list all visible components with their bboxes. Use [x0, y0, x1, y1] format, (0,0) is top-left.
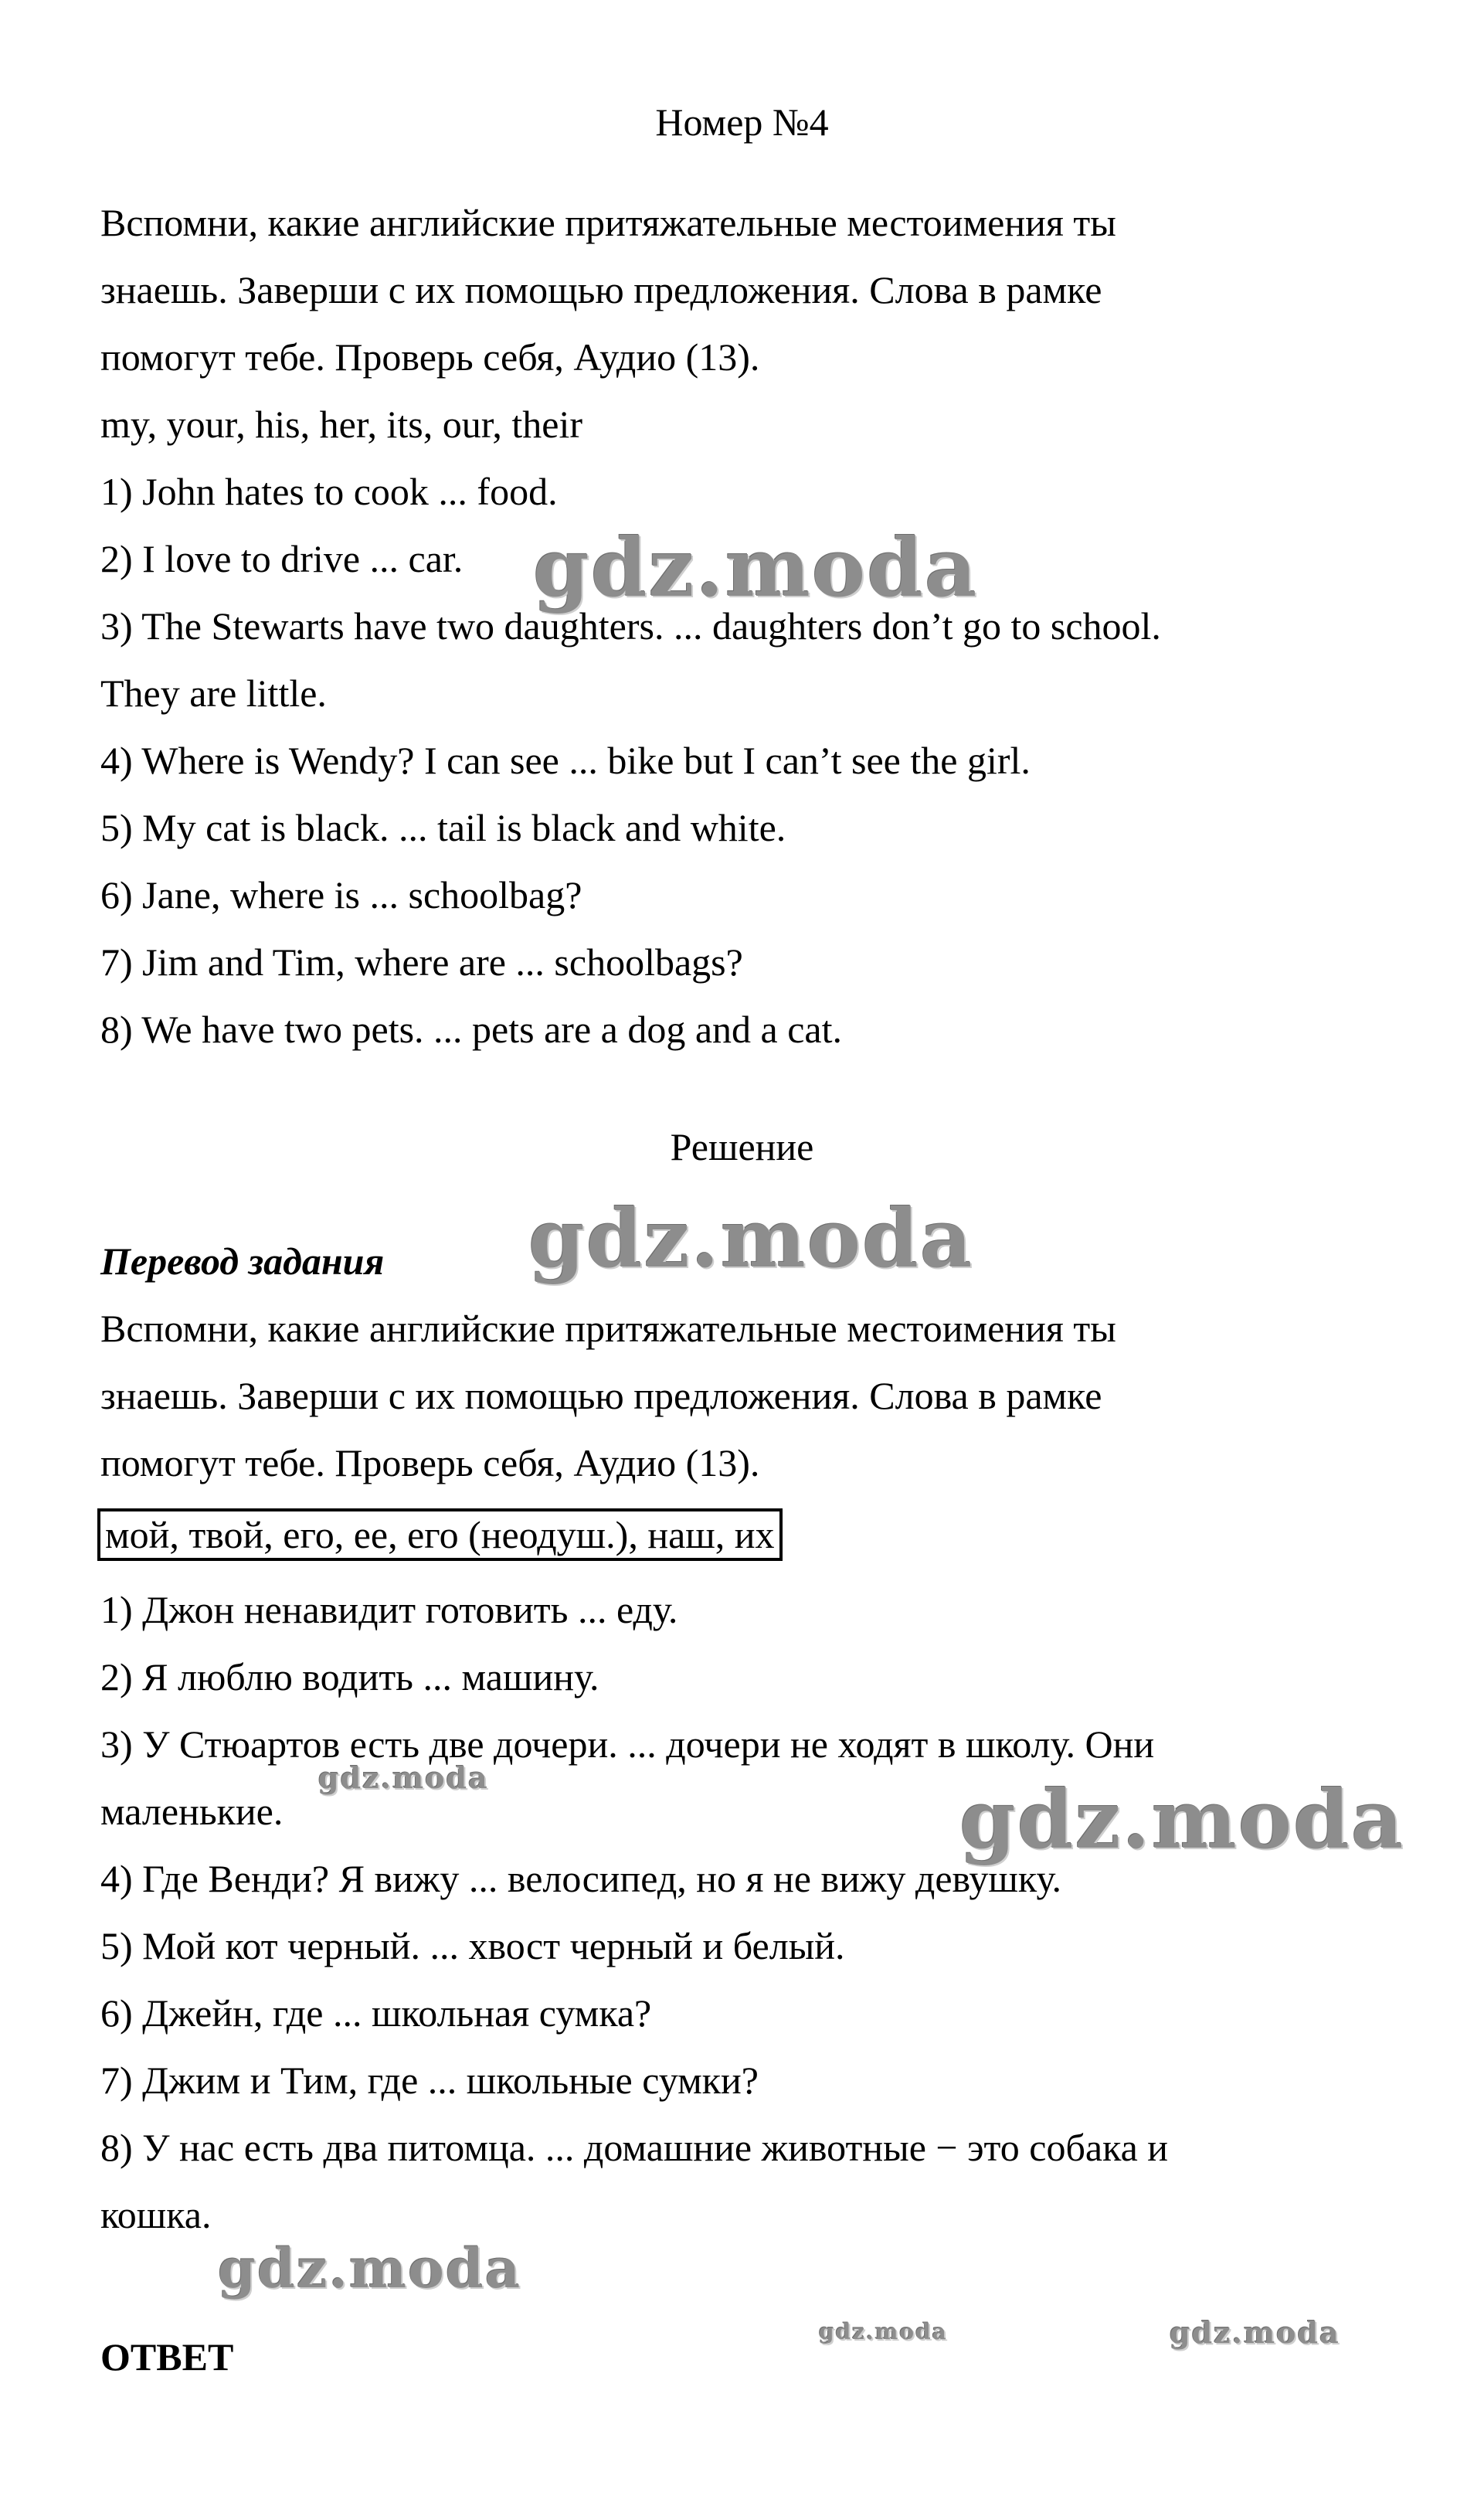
task-sentence-3: 3) The Stewarts have two daughters. ... daughters don’t go to school. — [100, 604, 1161, 648]
task-instruction-line-3: помогут тебе. Проверь себя, Аудио (13). — [100, 335, 760, 379]
task-sentence-7: 7) Jim and Tim, where are ... schoolbags? — [100, 940, 743, 984]
translation-sentence-2: 2) Я люблю водить ... машину. — [100, 1655, 599, 1698]
translation-sentence-7: 7) Джим и Тим, где ... школьные сумки? — [100, 2059, 759, 2102]
task-sentence-8: 8) We have two pets. ... pets are a dog and a cat. — [100, 1008, 842, 1051]
watermark-logo: gdz.moda — [528, 1191, 974, 1286]
translation-sentence-8-cont: кошка. — [100, 2193, 212, 2236]
translation-instruction-line-2: знаешь. Заверши с их помощью предложения. Слова в рамке — [100, 1374, 1102, 1417]
translation-sentence-8: 8) У нас есть два питомца. ... домашние животные − это собака и — [100, 2126, 1169, 2169]
watermark-logo: gdz.moda — [218, 2236, 522, 2300]
task-sentence-1: 1) John hates to cook ... food. — [100, 470, 558, 513]
watermark-logo: gdz.moda — [959, 1772, 1405, 1867]
task-sentence-3-cont: They are little. — [100, 672, 327, 715]
word-box-russian: мой, твой, его, ее, его (неодуш.), наш, их — [97, 1508, 783, 1561]
word-box-english: my, your, his, her, its, our, their — [100, 403, 582, 446]
watermark-logo: gdz.moda — [318, 1760, 489, 1795]
task-instruction-line-1: Вспомни, какие английские притяжательные местоимения ты — [100, 201, 1116, 244]
translation-instruction-line-3: помогут тебе. Проверь себя, Аудио (13). — [100, 1441, 760, 1484]
translation-instruction-line-1: Вспомни, какие английские притяжательные местоимения ты — [100, 1307, 1116, 1350]
task-sentence-6: 6) Jane, where is ... schoolbag? — [100, 873, 582, 916]
watermark-logo: gdz.moda — [819, 2319, 948, 2344]
answer-heading: ОТВЕТ — [100, 2335, 234, 2378]
translation-sentence-4: 4) Где Венди? Я вижу ... велосипед, но я не вижу девушку. — [100, 1857, 1061, 1900]
solution-heading: Решение — [670, 1125, 814, 1168]
task-sentence-5: 5) My cat is black. ... tail is black and white. — [100, 806, 786, 849]
task-sentence-4: 4) Where is Wendy? I can see ... bike but I can’t see the girl. — [100, 739, 1031, 782]
task-sentence-2: 2) I love to drive ... car. — [100, 537, 464, 580]
task-instruction-line-2: знаешь. Заверши с их помощью предложения. Слова в рамке — [100, 268, 1102, 311]
translation-heading: Перевод задания — [100, 1239, 385, 1283]
watermark-logo: gdz.moda — [1170, 2315, 1340, 2350]
translation-sentence-3-cont: маленькие. — [100, 1790, 284, 1833]
page-title: Номер №4 — [655, 100, 829, 144]
watermark-logo: gdz.moda — [533, 520, 979, 615]
translation-sentence-6: 6) Джейн, где ... школьная сумка? — [100, 1991, 652, 2035]
translation-sentence-1: 1) Джон ненавидит готовить ... еду. — [100, 1588, 678, 1631]
translation-sentence-5: 5) Мой кот черный. ... хвост черный и белый. — [100, 1924, 845, 1967]
translation-sentence-3: 3) У Стюартов есть две дочери. ... дочери не ходят в школу. Они — [100, 1722, 1155, 1766]
